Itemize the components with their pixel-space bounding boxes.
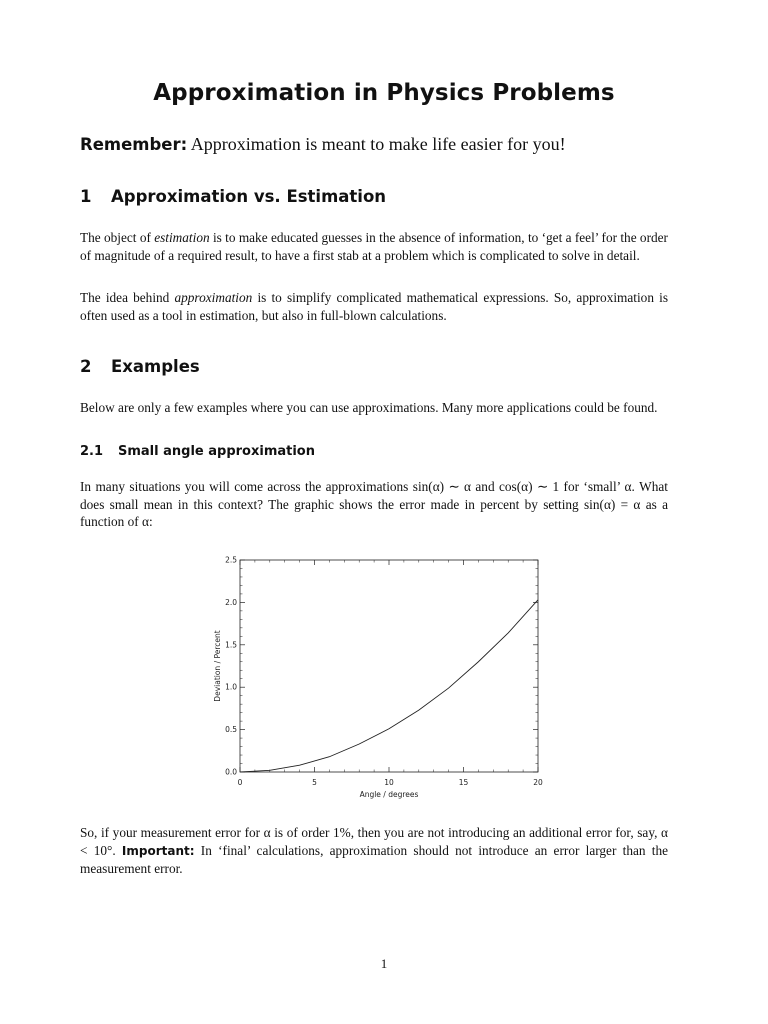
y-axis-label: Deviation / Percent — [213, 630, 222, 702]
section-1-title: Approximation vs. Estimation — [111, 187, 387, 206]
section-2-heading — [80, 357, 200, 376]
emphasis-estimation: estimation — [154, 230, 210, 245]
deviation-chart — [205, 550, 555, 805]
x-tick-label: 10 — [384, 778, 394, 787]
y-tick-label: 2.5 — [225, 555, 237, 565]
y-tick-label: 0.5 — [225, 725, 237, 735]
formula-cos-approx: cos(α) ∼ 1 — [499, 479, 560, 494]
y-tick-label: 2.0 — [225, 597, 237, 607]
x-tick-label: 20 — [533, 778, 543, 787]
x-axis-label: Angle / degrees — [359, 790, 419, 799]
page-number: 1 — [380, 956, 388, 971]
subsection-2-1-title: Small angle approximation — [118, 444, 315, 459]
section-1-paragraph-1 — [80, 229, 668, 264]
text-run: as a function of α: — [80, 496, 668, 529]
text-run: for ‘small’ α. What does small mean in this context? The graphic shows the error made in percent by setting — [80, 479, 668, 512]
plot-frame — [240, 560, 538, 772]
text-run: So, if your measurement error for α is of order 1%, then you are not introducing an additional error for, say, α < 10°. — [80, 825, 668, 858]
section-2-paragraph-1: Below are only a few examples where you can use approximations. Many more applications could be found. — [80, 400, 658, 415]
text-run: is to simplify complicated mathematical expressions. So, approximation is often used as a tool in estimation, but also in full-blown calculations. — [80, 290, 668, 323]
text-run: is to make educated guesses in the absence of information, to ‘get a feel’ for the order of magnitude of a required result, to have a first stab at a problem which is complicated to solve in detail. — [80, 230, 668, 263]
y-tick-label: 1.0 — [225, 682, 237, 692]
subsection-2-1-paragraph-1 — [80, 478, 668, 531]
x-tick-label: 15 — [458, 778, 469, 787]
tick-label-layer — [225, 556, 543, 788]
x-tick-label: 5 — [312, 778, 317, 787]
formula-sin-equals: sin(α) = α — [584, 496, 641, 512]
text-run: The idea behind — [80, 290, 175, 305]
section-1-heading — [80, 187, 386, 206]
section-2-number: 2 — [80, 357, 92, 376]
subsection-2-1-heading — [80, 444, 315, 459]
remember-label: Remember: — [80, 135, 188, 154]
section-1-paragraph-2 — [80, 289, 668, 324]
subsection-2-1-paragraph-2 — [80, 824, 668, 878]
section-1-number: 1 — [80, 187, 92, 206]
text-run: In many situations you will come across the approximations — [80, 479, 413, 494]
remember-note — [80, 134, 566, 155]
subsection-2-1-number: 2.1 — [80, 444, 104, 459]
y-tick-label: 0.0 — [225, 767, 237, 777]
tick-layer — [240, 560, 538, 772]
page-title: Approximation in Physics Problems — [153, 80, 615, 106]
text-run: and — [471, 479, 499, 494]
emphasis-approximation: approximation — [174, 290, 253, 305]
section-2-title: Examples — [111, 357, 200, 376]
y-tick-label: 1.5 — [225, 640, 237, 650]
deviation-curve — [240, 600, 538, 772]
formula-sin-approx: sin(α) ∼ α — [412, 479, 471, 494]
text-run: The object of — [80, 230, 155, 245]
important-label: Important: — [121, 843, 195, 858]
remember-text: Approximation is meant to make life easier for you! — [190, 134, 566, 154]
text-run: In ‘final’ calculations, approximation should not introduce an error larger than the measurement error. — [80, 842, 668, 876]
x-tick-label: 0 — [237, 778, 243, 787]
